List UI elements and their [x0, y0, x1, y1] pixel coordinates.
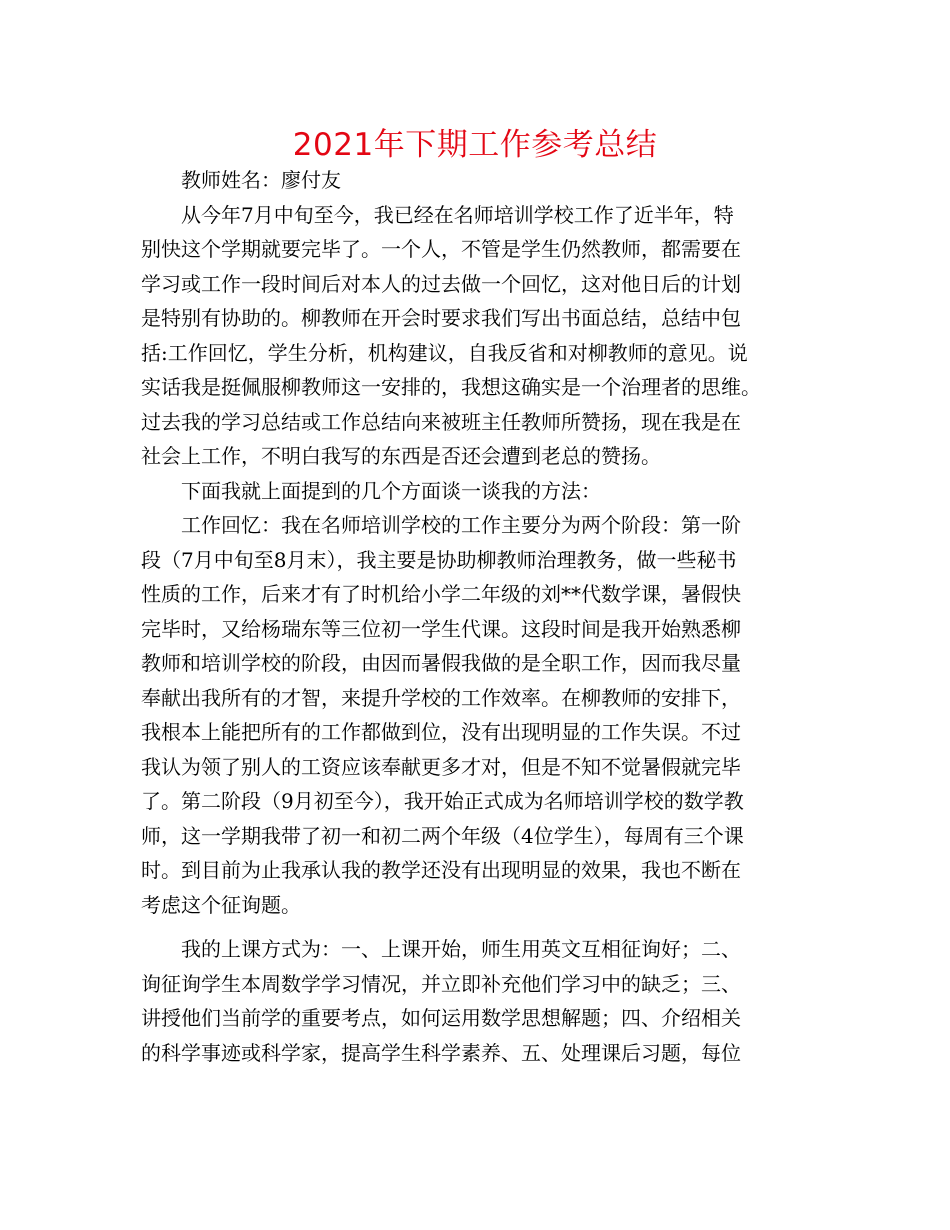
body-text-line: 我根本上能把所有的工作都做到位，没有出现明显的工作失误。不过 [141, 720, 741, 744]
body-text-line: 了。第二阶段（9月初至今），我开始正式成为名师培训学校的数学教 [141, 789, 744, 813]
body-text-line: 教师和培训学校的阶段，由因而暑假我做的是全职工作，因而我尽量 [141, 651, 741, 675]
body-text-line: 时。到目前为止我承认我的教学还没有出现明显的效果，我也不断在 [141, 858, 741, 882]
body-text-line: 考虑这个征询题。 [141, 892, 301, 917]
body-text-line: 教师姓名：廖付友 [141, 168, 341, 192]
body-text-line: 的科学事迹或科学家，提高学生科学素养、五、处理课后习题，每位 [141, 1040, 741, 1065]
body-text-line: 实话我是挺佩服柳教师这一安排的，我想这确实是一个治理者的思维。 [141, 375, 761, 399]
body-text-line: 性质的工作，后来才有了时机给小学二年级的刘**代数学课，暑假快 [141, 582, 741, 606]
body-text-line: 奉献出我所有的才智，来提升学校的工作效率。在柳教师的安排下， [141, 685, 741, 710]
body-text-line: 学习或工作一段时间后对本人的过去做一个回忆，这对他日后的计划 [141, 271, 741, 296]
body-text-line: 师，这一学期我带了初一和初二两个年级（4位学生），每周有三个课 [141, 823, 744, 848]
body-text-line: 完毕时，又给杨瑞东等三位初一学生代课。这段时间是我开始熟悉柳 [141, 616, 741, 641]
document-title: 2021年下期工作参考总结 [292, 127, 658, 163]
body-text-line: 是特别有协助的。柳教师在开会时要求我们写出书面总结，总结中包 [141, 306, 741, 330]
body-text-line: 社会上工作，不明白我写的东西是否还会遭到老总的赞扬。 [141, 444, 661, 468]
body-text-line: 工作回忆：我在名师培训学校的工作主要分为两个阶段：第一阶 [141, 513, 741, 537]
body-text-line: 讲授他们当前学的重要考点，如何运用数学思想解题；四、介绍相关 [141, 1006, 741, 1030]
body-text-line: 括:工作回忆，学生分析，机构建议，自我反省和对柳教师的意见。说 [141, 340, 748, 365]
body-text-line: 从今年7月中旬至今，我已经在名师培训学校工作了近半年，特 [141, 202, 734, 227]
body-text-line: 我认为领了别人的工资应该奉献更多才对，但是不知不觉暑假就完毕 [141, 754, 741, 779]
body-text-line: 我的上课方式为：一、上课开始，师生用英文互相征询好；二、 [141, 937, 741, 961]
body-text-line: 过去我的学习总结或工作总结向来被班主任教师所赞扬，现在我是在 [141, 409, 741, 434]
document-body [141, 163, 825, 1070]
body-text-line: 下面我就上面提到的几个方面谈一谈我的方法： [141, 478, 601, 503]
body-text-line: 段（7月中旬至8月末），我主要是协助柳教师治理教务，做一些秘书 [141, 547, 737, 572]
body-text-line: 询征询学生本周数学学习情况，并立即补充他们学习中的缺乏；三、 [141, 971, 741, 996]
body-text-line: 别快这个学期就要完毕了。一个人，不管是学生仍然教师，都需要在 [141, 237, 741, 261]
